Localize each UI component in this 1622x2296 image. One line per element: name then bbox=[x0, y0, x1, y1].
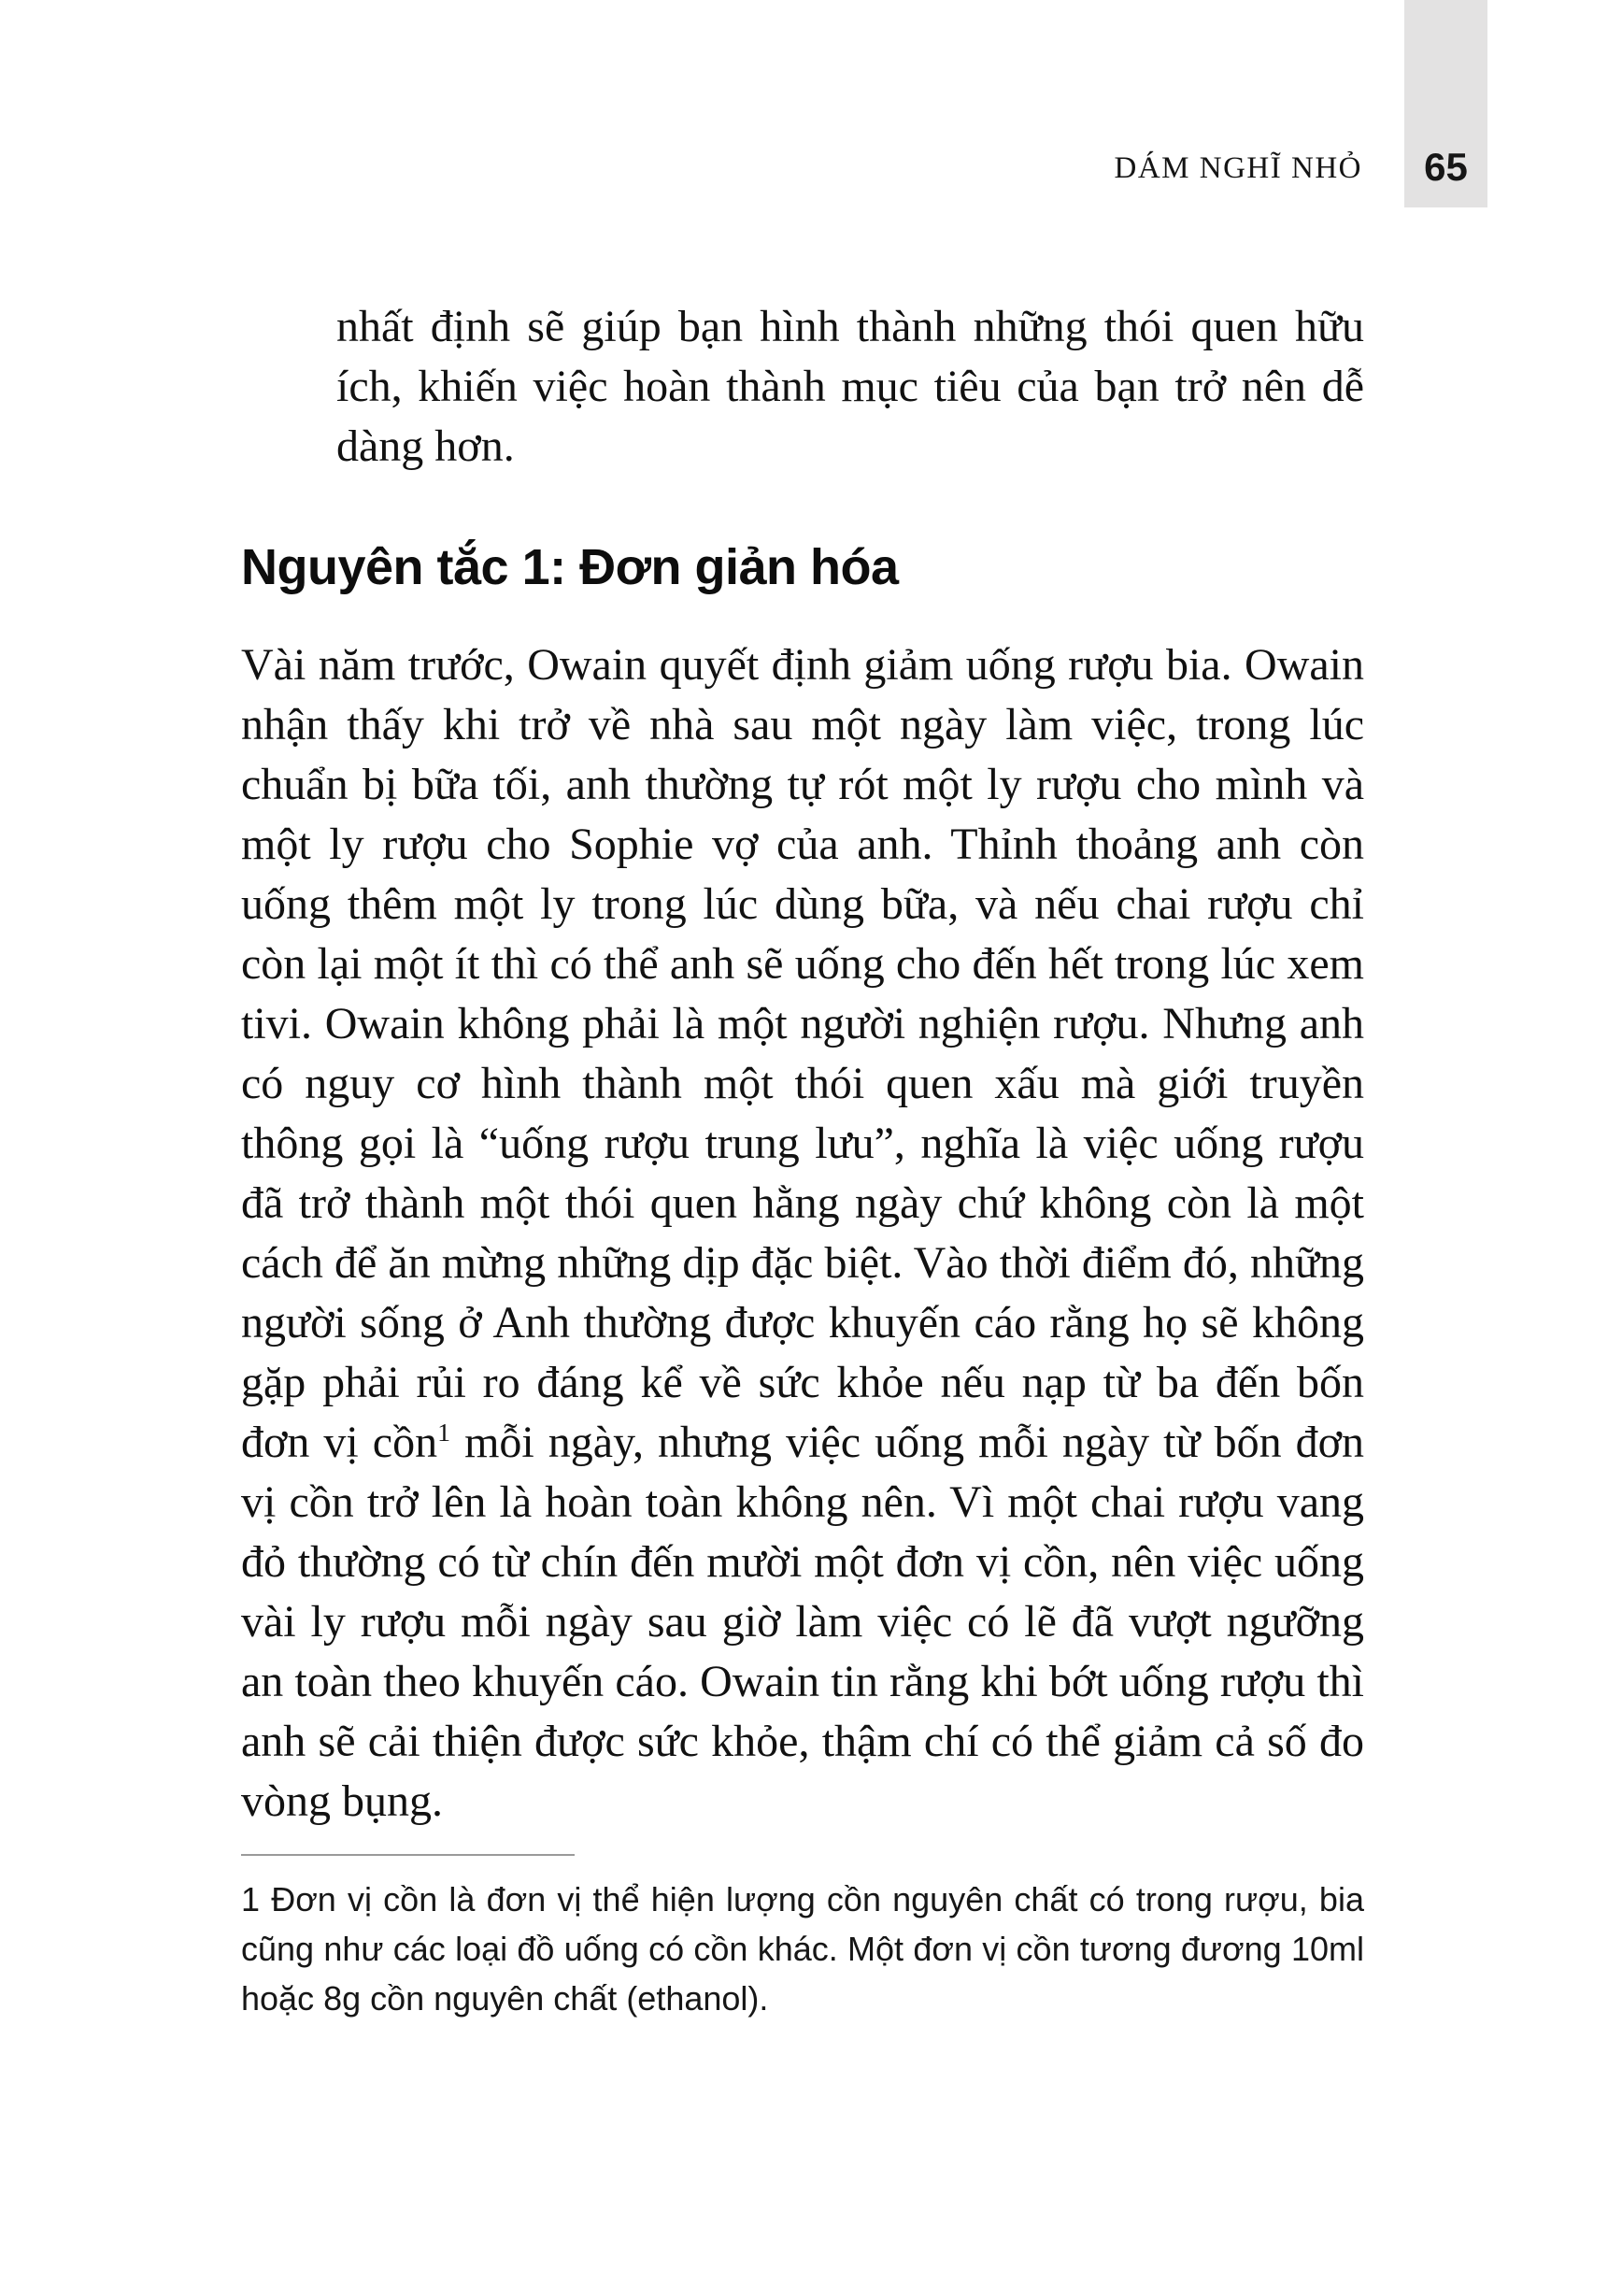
page-number-strip bbox=[1404, 0, 1487, 207]
footnote-separator-rule bbox=[241, 1854, 575, 1856]
footnote-number: 1 bbox=[241, 1880, 261, 1918]
page-number: 65 bbox=[1424, 145, 1468, 189]
footnote bbox=[241, 1875, 1364, 2023]
footnote-reference: 1 bbox=[437, 1419, 451, 1447]
body-text-part2: mỗi ngày, nhưng việc uống mỗi ngày từ bốn đơn vị cồn trở lên là hoàn toàn không nên. Vì một chai rượu vang đỏ thường có từ chín đến mười một đơn vị cồn, nên việc uống vài ly rượu mỗi ngày sau giờ làm việc có lẽ đã vượt ngưỡng an toàn theo khuyến cáo. Owain tin rằng khi bớt uống rượu thì anh sẽ cải thiện được sức khỏe, thậm chí có thể giảm cả số đo vòng bụng. bbox=[241, 1418, 1364, 1826]
section-heading: Nguyên tắc 1: Đơn giản hóa bbox=[241, 539, 899, 595]
running-header-title: DÁM NGHĨ NHỎ bbox=[1114, 151, 1362, 185]
body-text-part1: Vài năm trước, Owain quyết định giảm uống rượu bia. Owain nhận thấy khi trở về nhà sau một ngày làm việc, trong lúc chuẩn bị bữa tối, anh thường tự rót một ly rượu cho mình và một ly rượu cho Sophie vợ của anh. Thỉnh thoảng anh còn uống thêm một ly trong lúc dùng bữa, và nếu chai rượu chỉ còn lại một ít thì có thể anh sẽ uống cho đến hết trong lúc xem tivi. Owain không phải là một người nghiện rượu. Nhưng anh có nguy cơ hình thành một thói quen xấu mà giới truyền thông gọi là “uống rượu trung lưu”, nghĩa là việc uống rượu đã trở thành một thói quen hằng ngày chứ không còn là một cách để ăn mừng những dịp đặc biệt. Vào thời điểm đó, những người sống ở Anh thường được khuyến cáo rằng họ sẽ không gặp phải rủi ro đáng kể về sức khỏe nếu nạp từ ba đến bốn đơn vị cồn bbox=[241, 640, 1364, 1467]
text-column bbox=[241, 0, 1364, 2023]
footnote-text: Đơn vị cồn là đơn vị thể hiện lượng cồn nguyên chất có trong rượu, bia cũng như các loại đồ uống có cồn khác. Một đơn vị cồn tương đương 10ml hoặc 8g cồn nguyên chất (ethanol). bbox=[241, 1880, 1364, 2018]
quote-paragraph: nhất định sẽ giúp bạn hình thành những thói quen hữu ích, khiến việc hoàn thành mục tiêu của bạn trở nên dễ dàng hơn. bbox=[336, 302, 1364, 471]
body-paragraph bbox=[241, 635, 1364, 1832]
